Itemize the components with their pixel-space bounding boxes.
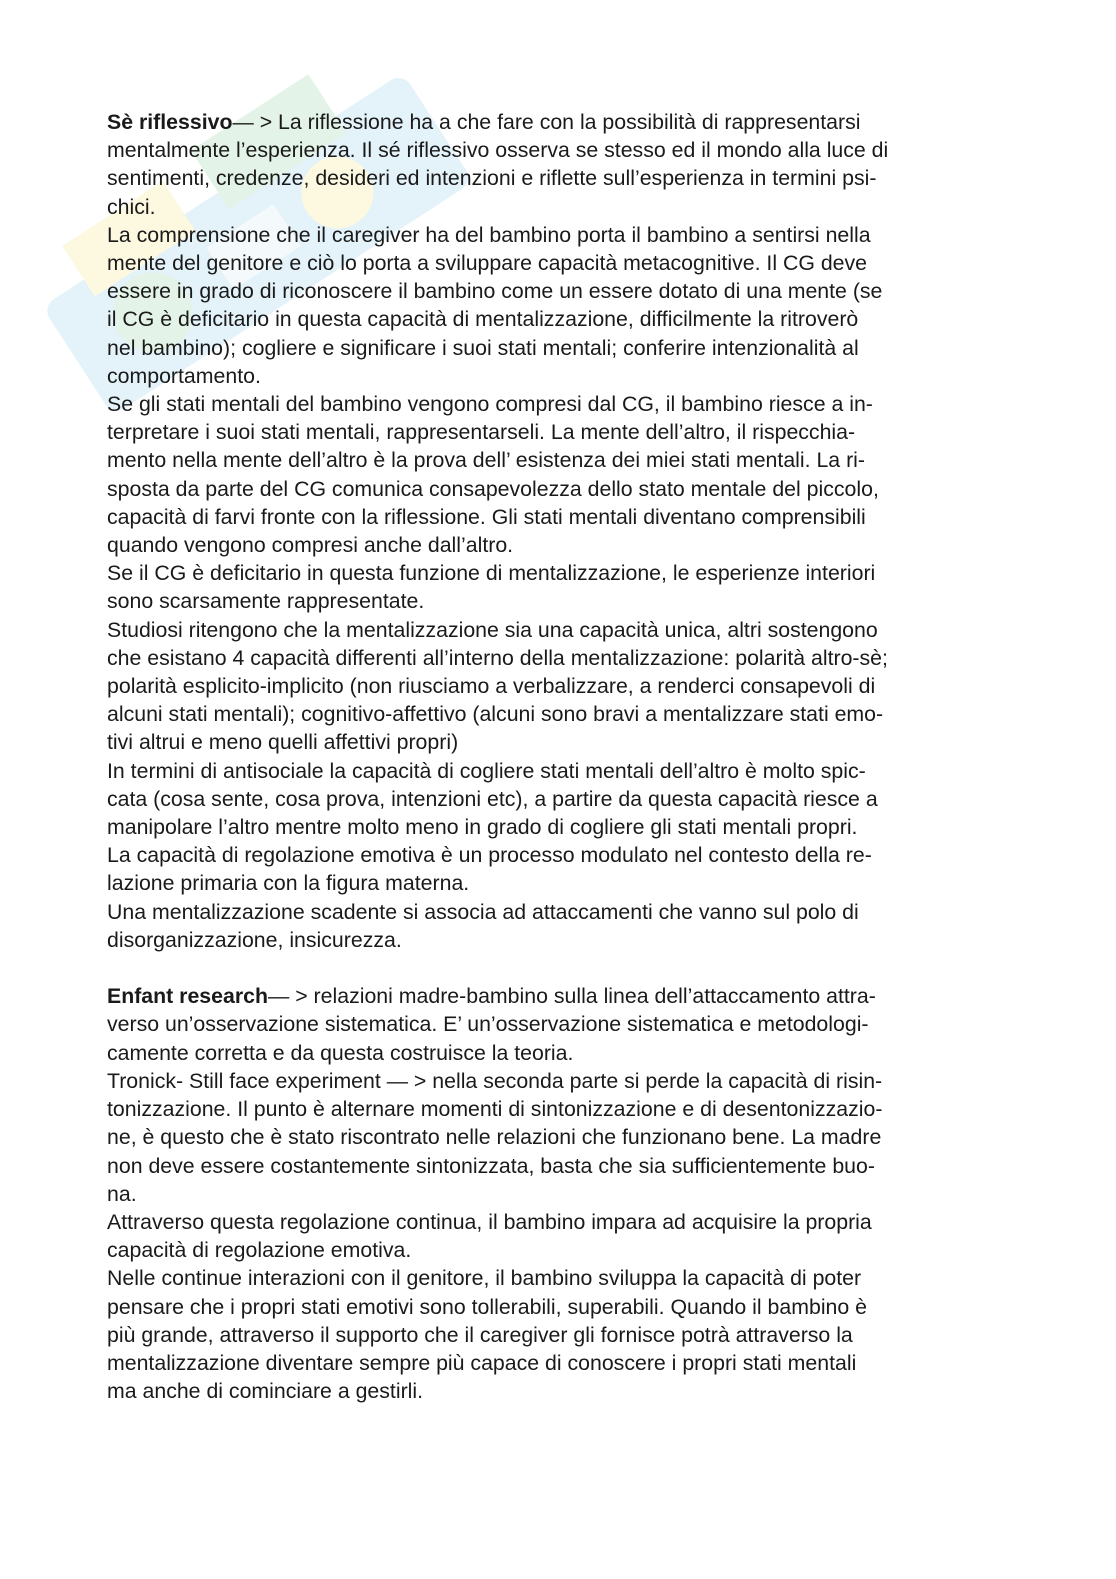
text-line: quando vengono compresi anche dall’altro.: [107, 533, 514, 558]
text-line: comportamento.: [107, 363, 261, 388]
text-line: sentimenti, credenze, desideri ed intenzioni e riflette sull’esperienza in termini psi-: [107, 166, 877, 191]
text-line: Attraverso questa regolazione continua, il bambino impara ad acquisire la propria: [107, 1209, 872, 1234]
text-line: cata (cosa sente, cosa prova, intenzioni etc), a partire da questa capacità riesce a: [107, 786, 878, 811]
section-se-riflessivo: [107, 108, 1009, 954]
section-heading: Enfant research: [107, 984, 268, 1009]
text-line: mento nella mente dell’altro è la prova dell’ esistenza dei miei stati mentali. La ri-: [107, 448, 865, 473]
text-line: alcuni stati mentali); cognitivo-affettivo (alcuni sono bravi a mentalizzare stati emo-: [107, 702, 884, 727]
text-line: Nelle continue interazioni con il genitore, il bambino sviluppa la capacità di poter: [107, 1266, 862, 1291]
text-line: disorganizzazione, insicurezza.: [107, 927, 402, 952]
text-line: mente del genitore e ciò lo porta a sviluppare capacità metacognitive. Il CG deve: [107, 251, 868, 276]
text-line: tivi altrui e meno quelli affettivi propri): [107, 730, 459, 755]
text-line: Tronick- Still face experiment — > nella seconda parte si perde la capacità di risin-: [107, 1068, 883, 1093]
text-line: lazione primaria con la figura materna.: [107, 871, 470, 896]
text-line: Sè riflessivo— > La riflessione ha a che fare con la possibilità di rappresentarsi: [107, 110, 861, 134]
text-line: chici.: [107, 194, 156, 219]
text-line: il CG è deficitario in questa capacità di mentalizzazione, difficilmente la ritroverò: [107, 307, 859, 332]
text-line: La capacità di regolazione emotiva è un processo modulato nel contesto della re-: [107, 843, 872, 868]
text-line: nel bambino); cogliere e significare i suoi stati mentali; conferire intenzionalità al: [107, 335, 859, 360]
text-line: tonizzazione. Il punto è alternare momenti di sintonizzazione e di desentonizzazio-: [107, 1097, 883, 1122]
text-line: Enfant research— > relazioni madre-bambino sulla linea dell’attaccamento attra-: [107, 984, 876, 1009]
text-line: In termini di antisociale la capacità di cogliere stati mentali dell’altro è molto spic-: [107, 758, 866, 783]
text-line: terpretare i suoi stati mentali, rappresentarseli. La mente dell’altro, il rispecchia-: [107, 420, 856, 445]
text-line: Studiosi ritengono che la mentalizzazione sia una capacità unica, altri sostengono: [107, 617, 878, 642]
text-line: sono scarsamente rappresentate.: [107, 589, 425, 614]
text-line: capacità di farvi fronte con la riflessione. Gli stati mentali diventano comprensibili: [107, 504, 866, 529]
text-line: più grande, attraverso il supporto che il caregiver gli fornisce potrà attraverso la: [107, 1322, 853, 1347]
section-enfant-research: [107, 982, 1009, 1405]
text-line: manipolare l’altro mentre molto meno in grado di cogliere gli stati mentali propri.: [107, 815, 858, 840]
text-line: essere in grado di riconoscere il bambino come un essere dotato di una mente (se: [107, 279, 883, 304]
text-line: mentalmente l’esperienza. Il sé riflessivo osserva se stesso ed il mondo alla luce di: [107, 138, 889, 163]
text-line: ne, è questo che è stato riscontrato nelle relazioni che funzionano bene. La madre: [107, 1125, 882, 1150]
text-line: sposta da parte del CG comunica consapevolezza dello stato mentale del piccolo,: [107, 476, 879, 501]
text-line: non deve essere costantemente sintonizzata, basta che sia sufficientemente buo-: [107, 1153, 875, 1178]
text-line: verso un’osservazione sistematica. E’ un’osservazione sistematica e metodologi-: [107, 1012, 869, 1037]
text-line: che esistano 4 capacità differenti all’interno della mentalizzazione: polarità altro-sè;: [107, 645, 888, 670]
text-line: Se il CG è deficitario in questa funzione di mentalizzazione, le esperienze interiori: [107, 561, 876, 586]
text-line: Se gli stati mentali del bambino vengono compresi dal CG, il bambino riesce a in-: [107, 392, 873, 417]
text-line: polarità esplicito-implicito (non riusciamo a verbalizzare, a renderci consapevoli di: [107, 674, 876, 699]
section-heading: Sè riflessivo: [107, 110, 233, 134]
text-line: La comprensione che il caregiver ha del bambino porta il bambino a sentirsi nella: [107, 222, 871, 247]
text-line: na.: [107, 1181, 137, 1206]
text-line: Una mentalizzazione scadente si associa ad attaccamenti che vanno sul polo di: [107, 899, 859, 924]
text-line: pensare che i propri stati emotivi sono tollerabili, superabili. Quando il bambino è: [107, 1294, 868, 1319]
text-line: mentalizzazione diventare sempre più capace di conoscere i propri stati mentali: [107, 1350, 857, 1375]
document-body: [107, 108, 1009, 1405]
text-line: camente corretta e da questa costruisce la teoria.: [107, 1040, 574, 1065]
text-line: ma anche di cominciare a gestirli.: [107, 1379, 424, 1404]
text-line: capacità di regolazione emotiva.: [107, 1238, 412, 1263]
